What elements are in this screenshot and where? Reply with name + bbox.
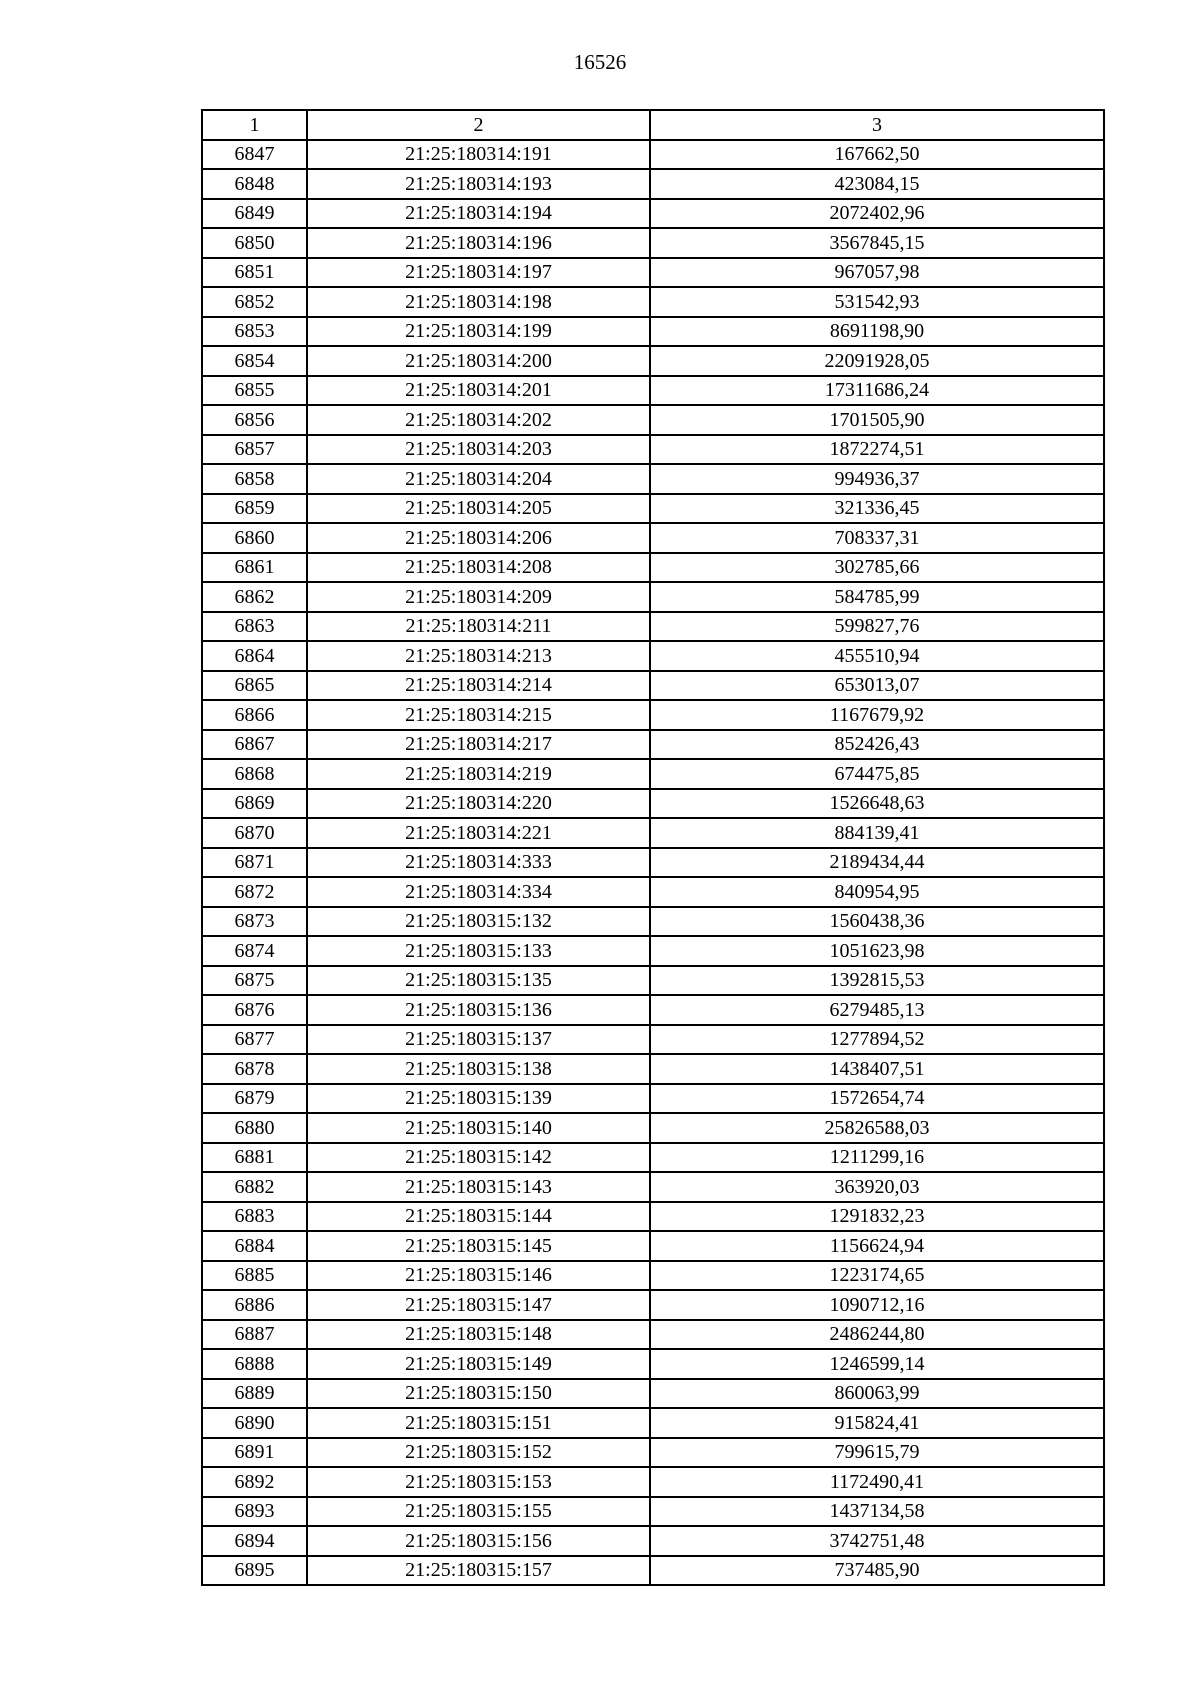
table-row: [202, 759, 1104, 789]
table-row: [202, 1202, 1104, 1232]
row-number-cell: 6879: [202, 1084, 307, 1114]
cadastral-number-cell: 21:25:180314:203: [307, 435, 650, 465]
table-row: [202, 169, 1104, 199]
value-cell: 167662,50: [650, 140, 1104, 170]
cadastral-number-cell: 21:25:180315:153: [307, 1467, 650, 1497]
row-number-cell: 6868: [202, 759, 307, 789]
row-number-cell: 6866: [202, 700, 307, 730]
row-number-cell: 6869: [202, 789, 307, 819]
value-cell: 1051623,98: [650, 936, 1104, 966]
cadastral-number-cell: 21:25:180315:136: [307, 995, 650, 1025]
row-number-cell: 6861: [202, 553, 307, 583]
row-number-cell: 6857: [202, 435, 307, 465]
cadastral-number-cell: 21:25:180314:209: [307, 582, 650, 612]
table-row: [202, 1556, 1104, 1586]
table-row: [202, 523, 1104, 553]
cadastral-number-cell: 21:25:180314:200: [307, 346, 650, 376]
table-row: [202, 907, 1104, 937]
cadastral-number-cell: 21:25:180315:150: [307, 1379, 650, 1409]
cadastral-number-cell: 21:25:180315:137: [307, 1025, 650, 1055]
row-number-cell: 6878: [202, 1054, 307, 1084]
value-cell: 1090712,16: [650, 1290, 1104, 1320]
table-row: [202, 228, 1104, 258]
value-cell: 860063,99: [650, 1379, 1104, 1409]
row-number-cell: 6874: [202, 936, 307, 966]
cadastral-number-cell: 21:25:180314:333: [307, 848, 650, 878]
table-row: [202, 1084, 1104, 1114]
cadastral-number-cell: 21:25:180315:156: [307, 1526, 650, 1556]
value-cell: 584785,99: [650, 582, 1104, 612]
table-row: [202, 1290, 1104, 1320]
cadastral-number-cell: 21:25:180315:155: [307, 1497, 650, 1527]
value-cell: 6279485,13: [650, 995, 1104, 1025]
value-cell: 2189434,44: [650, 848, 1104, 878]
table-row: [202, 1231, 1104, 1261]
row-number-cell: 6886: [202, 1290, 307, 1320]
cadastral-number-cell: 21:25:180314:221: [307, 818, 650, 848]
column-header-3: 3: [650, 110, 1104, 140]
cadastral-number-cell: 21:25:180315:139: [307, 1084, 650, 1114]
cadastral-number-cell: 21:25:180315:138: [307, 1054, 650, 1084]
value-cell: 1156624,94: [650, 1231, 1104, 1261]
row-number-cell: 6892: [202, 1467, 307, 1497]
table-row: [202, 464, 1104, 494]
table-row: [202, 671, 1104, 701]
table-row: [202, 730, 1104, 760]
row-number-cell: 6855: [202, 376, 307, 406]
cadastral-number-cell: 21:25:180314:214: [307, 671, 650, 701]
table-row: [202, 435, 1104, 465]
table-row: [202, 641, 1104, 671]
table-row: [202, 936, 1104, 966]
value-cell: 22091928,05: [650, 346, 1104, 376]
column-header-2: 2: [307, 110, 650, 140]
table-row: [202, 700, 1104, 730]
value-cell: 531542,93: [650, 287, 1104, 317]
table-row: [202, 877, 1104, 907]
table-row: [202, 1143, 1104, 1173]
row-number-cell: 6875: [202, 966, 307, 996]
row-number-cell: 6882: [202, 1172, 307, 1202]
row-number-cell: 6889: [202, 1379, 307, 1409]
cadastral-number-cell: 21:25:180314:220: [307, 789, 650, 819]
table-row: [202, 818, 1104, 848]
table-row: [202, 1261, 1104, 1291]
header-row: [202, 110, 1104, 140]
row-number-cell: 6849: [202, 199, 307, 229]
table-row: [202, 317, 1104, 347]
row-number-cell: 6863: [202, 612, 307, 642]
row-number-cell: 6856: [202, 405, 307, 435]
value-cell: 1291832,23: [650, 1202, 1104, 1232]
value-cell: 708337,31: [650, 523, 1104, 553]
cadastral-number-cell: 21:25:180314:215: [307, 700, 650, 730]
cadastral-number-cell: 21:25:180315:157: [307, 1556, 650, 1586]
row-number-cell: 6887: [202, 1320, 307, 1350]
cadastral-number-cell: 21:25:180315:132: [307, 907, 650, 937]
value-cell: 1277894,52: [650, 1025, 1104, 1055]
cadastral-number-cell: 21:25:180314:196: [307, 228, 650, 258]
value-cell: 1560438,36: [650, 907, 1104, 937]
cadastral-number-cell: 21:25:180314:199: [307, 317, 650, 347]
table-row: [202, 1320, 1104, 1350]
table-row: [202, 1379, 1104, 1409]
cadastral-number-cell: 21:25:180314:191: [307, 140, 650, 170]
row-number-cell: 6851: [202, 258, 307, 288]
row-number-cell: 6883: [202, 1202, 307, 1232]
row-number-cell: 6894: [202, 1526, 307, 1556]
cadastral-number-cell: 21:25:180314:206: [307, 523, 650, 553]
value-cell: 653013,07: [650, 671, 1104, 701]
row-number-cell: 6880: [202, 1113, 307, 1143]
row-number-cell: 6873: [202, 907, 307, 937]
value-cell: 852426,43: [650, 730, 1104, 760]
value-cell: 1246599,14: [650, 1349, 1104, 1379]
row-number-cell: 6877: [202, 1025, 307, 1055]
table-row: [202, 966, 1104, 996]
row-number-cell: 6867: [202, 730, 307, 760]
table-row: [202, 1054, 1104, 1084]
row-number-cell: 6852: [202, 287, 307, 317]
page-number: 16526: [573, 50, 627, 74]
cadastral-number-cell: 21:25:180314:198: [307, 287, 650, 317]
value-cell: 1223174,65: [650, 1261, 1104, 1291]
table-row: [202, 199, 1104, 229]
row-number-cell: 6888: [202, 1349, 307, 1379]
table-row: [202, 1497, 1104, 1527]
value-cell: 321336,45: [650, 494, 1104, 524]
row-number-cell: 6876: [202, 995, 307, 1025]
value-cell: 2486244,80: [650, 1320, 1104, 1350]
value-cell: 2072402,96: [650, 199, 1104, 229]
table-row: [202, 140, 1104, 170]
cadastral-number-cell: 21:25:180314:194: [307, 199, 650, 229]
table-row: [202, 346, 1104, 376]
table-row: [202, 405, 1104, 435]
table-row: [202, 287, 1104, 317]
value-cell: 674475,85: [650, 759, 1104, 789]
row-number-cell: 6881: [202, 1143, 307, 1173]
cadastral-number-cell: 21:25:180315:135: [307, 966, 650, 996]
row-number-cell: 6891: [202, 1438, 307, 1468]
row-number-cell: 6850: [202, 228, 307, 258]
value-cell: 8691198,90: [650, 317, 1104, 347]
value-cell: 25826588,03: [650, 1113, 1104, 1143]
cadastral-number-cell: 21:25:180314:208: [307, 553, 650, 583]
row-number-cell: 6890: [202, 1408, 307, 1438]
cadastral-number-cell: 21:25:180315:149: [307, 1349, 650, 1379]
row-number-cell: 6853: [202, 317, 307, 347]
row-number-cell: 6870: [202, 818, 307, 848]
data-table: [201, 109, 1105, 1586]
table-row: [202, 1408, 1104, 1438]
value-cell: 1526648,63: [650, 789, 1104, 819]
row-number-cell: 6885: [202, 1261, 307, 1291]
value-cell: 1167679,92: [650, 700, 1104, 730]
table-row: [202, 995, 1104, 1025]
value-cell: 967057,98: [650, 258, 1104, 288]
value-cell: 1872274,51: [650, 435, 1104, 465]
table-row: [202, 848, 1104, 878]
table-row: [202, 376, 1104, 406]
table-row: [202, 1526, 1104, 1556]
row-number-cell: 6854: [202, 346, 307, 376]
value-cell: 423084,15: [650, 169, 1104, 199]
cadastral-number-cell: 21:25:180314:219: [307, 759, 650, 789]
row-number-cell: 6893: [202, 1497, 307, 1527]
cadastral-number-cell: 21:25:180314:193: [307, 169, 650, 199]
row-number-cell: 6871: [202, 848, 307, 878]
table-row: [202, 1438, 1104, 1468]
value-cell: 994936,37: [650, 464, 1104, 494]
cadastral-number-cell: 21:25:180314:217: [307, 730, 650, 760]
cadastral-number-cell: 21:25:180314:213: [307, 641, 650, 671]
table-row: [202, 1025, 1104, 1055]
cadastral-number-cell: 21:25:180315:140: [307, 1113, 650, 1143]
row-number-cell: 6847: [202, 140, 307, 170]
value-cell: 915824,41: [650, 1408, 1104, 1438]
row-number-cell: 6865: [202, 671, 307, 701]
row-number-cell: 6862: [202, 582, 307, 612]
value-cell: 1437134,58: [650, 1497, 1104, 1527]
table-row: [202, 1349, 1104, 1379]
value-cell: 799615,79: [650, 1438, 1104, 1468]
value-cell: 3742751,48: [650, 1526, 1104, 1556]
value-cell: 3567845,15: [650, 228, 1104, 258]
row-number-cell: 6872: [202, 877, 307, 907]
row-number-cell: 6848: [202, 169, 307, 199]
value-cell: 1438407,51: [650, 1054, 1104, 1084]
row-number-cell: 6884: [202, 1231, 307, 1261]
table-body: [202, 140, 1104, 1586]
value-cell: 302785,66: [650, 553, 1104, 583]
column-header-1: 1: [202, 110, 307, 140]
cadastral-number-cell: 21:25:180315:133: [307, 936, 650, 966]
cadastral-number-cell: 21:25:180314:197: [307, 258, 650, 288]
value-cell: 737485,90: [650, 1556, 1104, 1586]
value-cell: 1701505,90: [650, 405, 1104, 435]
row-number-cell: 6860: [202, 523, 307, 553]
value-cell: 455510,94: [650, 641, 1104, 671]
cadastral-number-cell: 21:25:180315:144: [307, 1202, 650, 1232]
row-number-cell: 6859: [202, 494, 307, 524]
cadastral-number-cell: 21:25:180315:143: [307, 1172, 650, 1202]
table-row: [202, 1467, 1104, 1497]
table-row: [202, 553, 1104, 583]
row-number-cell: 6858: [202, 464, 307, 494]
cadastral-number-cell: 21:25:180315:142: [307, 1143, 650, 1173]
cadastral-number-cell: 21:25:180314:334: [307, 877, 650, 907]
value-cell: 1572654,74: [650, 1084, 1104, 1114]
table-row: [202, 1172, 1104, 1202]
table-row: [202, 612, 1104, 642]
table-row: [202, 258, 1104, 288]
value-cell: 17311686,24: [650, 376, 1104, 406]
value-cell: 1392815,53: [650, 966, 1104, 996]
cadastral-number-cell: 21:25:180314:201: [307, 376, 650, 406]
cadastral-number-cell: 21:25:180315:151: [307, 1408, 650, 1438]
cadastral-number-cell: 21:25:180315:152: [307, 1438, 650, 1468]
table-header: [202, 110, 1104, 140]
value-cell: 884139,41: [650, 818, 1104, 848]
cadastral-number-cell: 21:25:180315:146: [307, 1261, 650, 1291]
table-row: [202, 582, 1104, 612]
cadastral-number-cell: 21:25:180315:147: [307, 1290, 650, 1320]
row-number-cell: 6864: [202, 641, 307, 671]
cadastral-number-cell: 21:25:180314:204: [307, 464, 650, 494]
table-row: [202, 789, 1104, 819]
row-number-cell: 6895: [202, 1556, 307, 1586]
value-cell: 1211299,16: [650, 1143, 1104, 1173]
value-cell: 599827,76: [650, 612, 1104, 642]
table-row: [202, 1113, 1104, 1143]
table-row: [202, 494, 1104, 524]
cadastral-number-cell: 21:25:180315:148: [307, 1320, 650, 1350]
value-cell: 1172490,41: [650, 1467, 1104, 1497]
cadastral-number-cell: 21:25:180314:202: [307, 405, 650, 435]
value-cell: 840954,95: [650, 877, 1104, 907]
cadastral-number-cell: 21:25:180314:211: [307, 612, 650, 642]
cadastral-number-cell: 21:25:180314:205: [307, 494, 650, 524]
value-cell: 363920,03: [650, 1172, 1104, 1202]
cadastral-number-cell: 21:25:180315:145: [307, 1231, 650, 1261]
